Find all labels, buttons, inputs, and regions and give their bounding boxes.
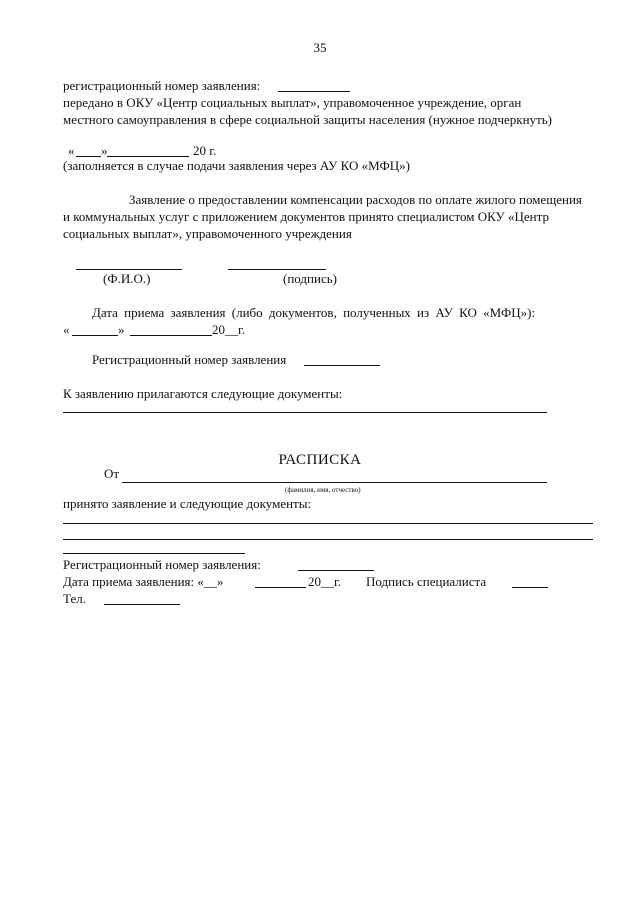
receipt-date-text: Дата приема заявления (либо документов, полученных из АУ КО «МФЦ»):: [92, 305, 536, 320]
transfer-text-line1: передано в ОКУ «Центр социальных выплат», управомоченное учреждение, орган: [63, 95, 522, 110]
date-year-text: 20 г.: [193, 143, 217, 158]
fio-blank[interactable]: [76, 269, 182, 270]
receipt-title: РАСПИСКА: [278, 452, 362, 468]
registration-number-blank[interactable]: [278, 91, 350, 92]
transfer-text-line2: местного самоуправления в сфере социальной защиты населения (нужное подчеркнуть): [63, 112, 553, 127]
date-month-blank[interactable]: [107, 156, 189, 157]
date-quote-open: «: [68, 143, 75, 158]
receipt-day-blank[interactable]: [72, 335, 118, 336]
fio-label: (Ф.И.О.): [103, 271, 151, 286]
signature-blank[interactable]: [228, 269, 326, 270]
mfc-note: (заполняется в случае подачи заявления через АУ КО «МФЦ»): [63, 158, 410, 173]
receipt-signature-blank[interactable]: [512, 587, 548, 588]
receipt-doc-line1[interactable]: [63, 523, 593, 524]
attachments-label: К заявлению прилагаются следующие документы:: [63, 386, 343, 401]
receipt-registration-label: Регистрационный номер заявления:: [63, 557, 261, 572]
phone-blank[interactable]: [104, 604, 180, 605]
receipt-date-quote-open: «: [63, 322, 70, 337]
receipt-date-label: Дата приема заявления: «__»: [63, 574, 224, 589]
registration-number-label: регистрационный номер заявления:: [63, 78, 261, 93]
receipt-month-blank[interactable]: [130, 335, 212, 336]
attachments-blank[interactable]: [63, 412, 547, 413]
receipt-from-blank[interactable]: [122, 482, 547, 483]
receipt-from-caption: (фамилия, имя, отчество): [285, 486, 361, 494]
receipt-date-blank[interactable]: [255, 587, 306, 588]
signature-label: (подпись): [283, 271, 337, 286]
page-number: 35: [313, 40, 327, 55]
statement-line1: Заявление о предоставлении компенсации расходов по оплате жилого помещения: [129, 192, 582, 207]
receipt-date-quote-close: »: [118, 322, 125, 337]
receipt-doc-line2[interactable]: [63, 539, 593, 540]
statement-line3: социальных выплат», управомоченного учреждения: [63, 226, 352, 241]
receipt-doc-line3[interactable]: [63, 553, 245, 554]
date-day-blank[interactable]: [76, 156, 101, 157]
registration-number-blank-2[interactable]: [304, 365, 380, 366]
phone-label: Тел.: [63, 591, 86, 606]
date-quote-close: »: [101, 143, 108, 158]
registration-number-label-2: Регистрационный номер заявления: [92, 352, 287, 367]
receipt-date-year-text: 20__г.: [308, 574, 342, 589]
statement-line2: и коммунальных услуг с приложением документов принято специалистом ОКУ «Центр: [63, 209, 549, 224]
receipt-signature-label: Подпись специалиста: [366, 574, 487, 589]
receipt-from-label: От: [104, 466, 120, 481]
receipt-accepted-text: принято заявление и следующие документы:: [63, 496, 312, 511]
receipt-registration-blank[interactable]: [298, 570, 374, 571]
receipt-date-year: 20__г.: [212, 322, 246, 337]
